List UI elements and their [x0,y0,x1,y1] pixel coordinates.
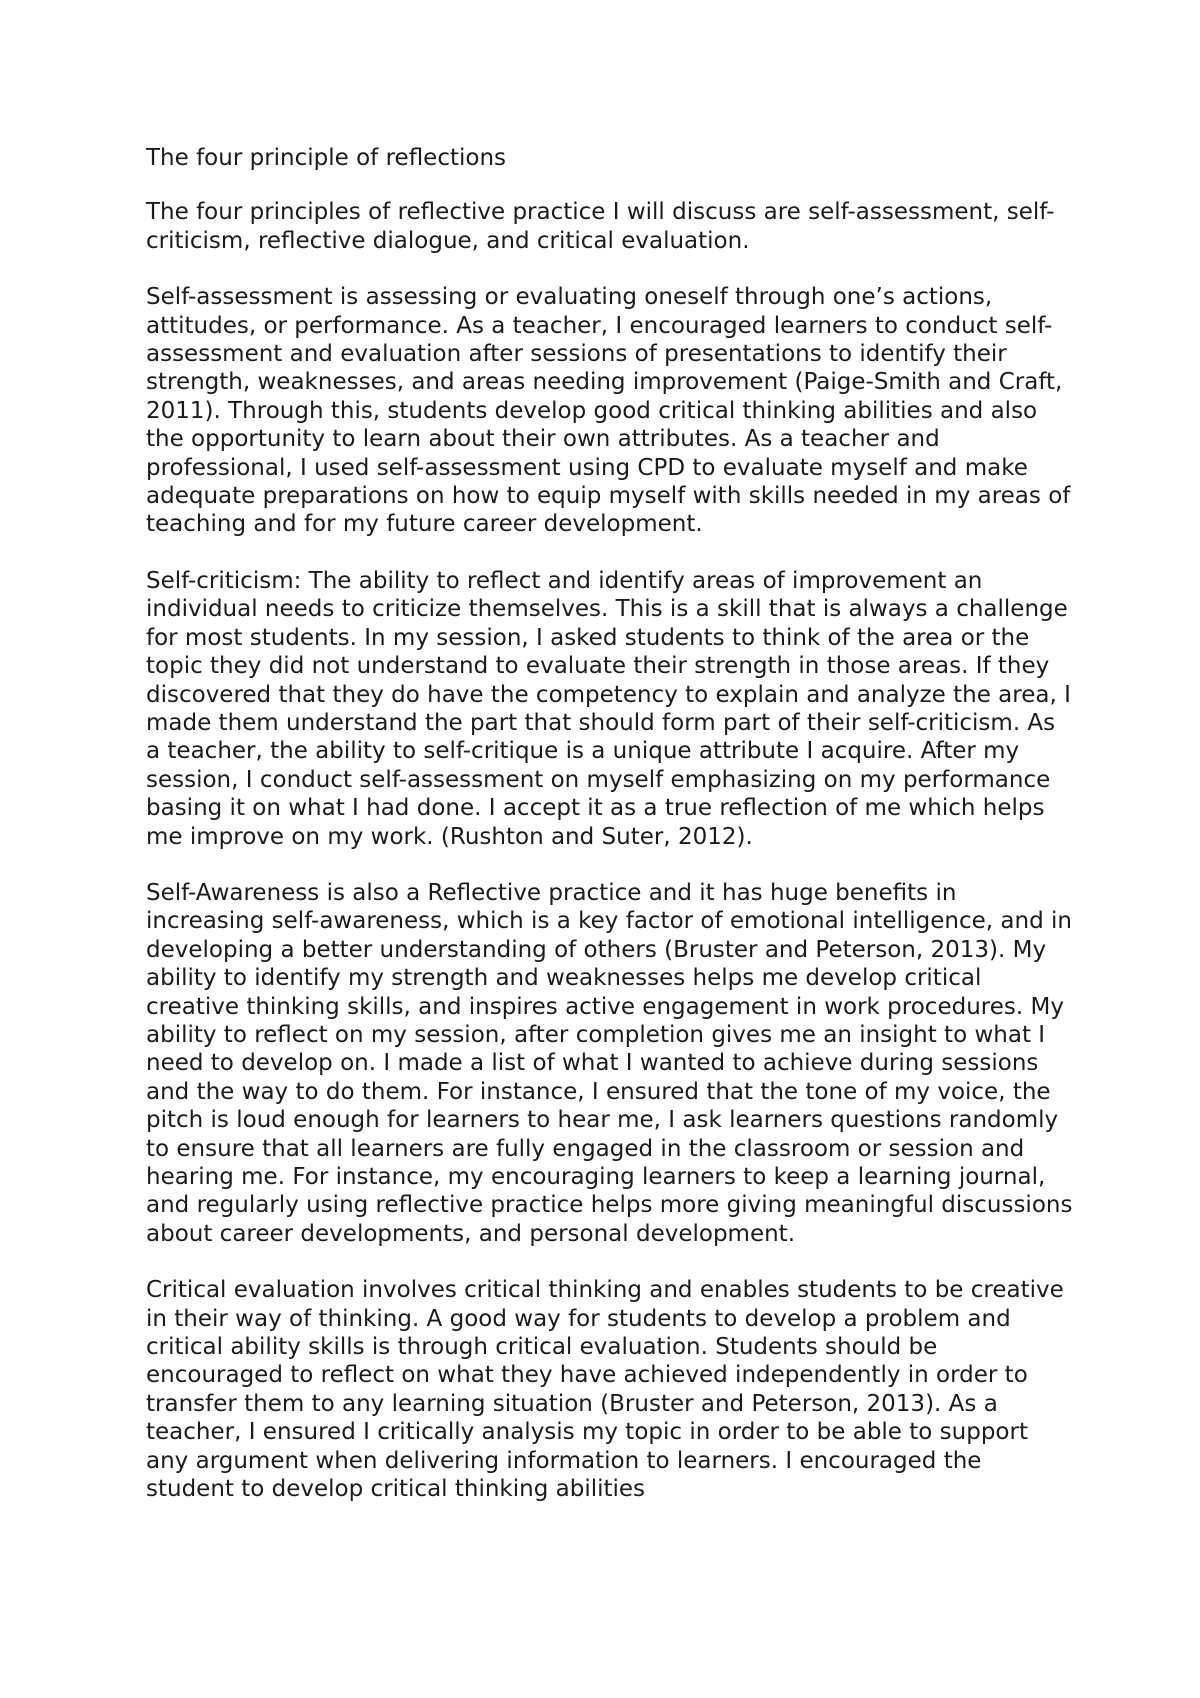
document-body [146,144,1076,1531]
document-title: The four principle of reflections [146,145,507,171]
paragraph-critical-evaluation: Critical evaluation involves critical thinking and enables students to be creative in their way of thinking. A good way for students to develop a problem and critical ability skills is through critical evaluation. Students should be encouraged to reflect on what they have achieved independently in order to transfer them to any learning situation (Bruster and Peterson, 2013). As a teacher, I ensured I critically analysis my topic in order to be able to support any argument when delivering information to learners. I encouraged the student to develop critical thinking abilities [146,1277,1064,1503]
paragraph-self-criticism: Self-criticism: The ability to reflect and identify areas of improvement an individual needs to criticize themselves. This is a skill that is always a challenge for most students. In my session, I asked students to think of the area or the topic they did not understand to evaluate their strength in those areas. If they discovered that they do have the competency to explain and analyze the area, I made them understand the part that should form part of their self-criticism. As a teacher, the ability to self-critique is a unique attribute I acquire. After my session, I conduct self-assessment on myself emphasizing on my performance basing it on what I had done. I accept it as a true reflection of me which helps me improve on my work. (Rushton and Suter, 2012). [146,567,1071,850]
paragraph-self-assessment: Self-assessment is assessing or evaluating oneself through one’s actions, attitudes, or performance. As a teacher, I encouraged learners to conduct self-assessment and evaluation after sessions of presentations to identify their strength, weaknesses, and areas needing improvement (Paige-Smith and Craft, 2011). Through this, students develop good critical thinking abilities and also the opportunity to learn about their own attributes. As a teacher and professional, I used self-assessment using CPD to evaluate myself and make adequate preparations on how to equip myself with skills needed in my areas of teaching and for my future career development. [146,284,1071,538]
paragraph-intro: The four principles of reflective practice I will discuss are self-assessment, self-criticism, reflective dialogue, and critical evaluation. [146,199,1055,254]
paragraph-self-awareness: Self-Awareness is also a Reflective practice and it has huge benefits in increasing self-awareness, which is a key factor of emotional intelligence, and in developing a better understanding of others (Bruster and Peterson, 2013). My ability to identify my strength and weaknesses helps me develop critical creative thinking skills, and inspires active engagement in work procedures. My ability to reflect on my session, after completion gives me an insight to what I need to develop on. I made a list of what I wanted to achieve during sessions and the way to do them. For instance, I ensured that the tone of my voice, the pitch is loud enough for learners to hear me, I ask learners questions randomly to ensure that all learners are fully engaged in the classroom or session and hearing me. For instance, my encouraging learners to keep a learning journal, and regularly using reflective practice helps more giving meaningful discussions about career developments, and personal development. [146,879,1073,1247]
